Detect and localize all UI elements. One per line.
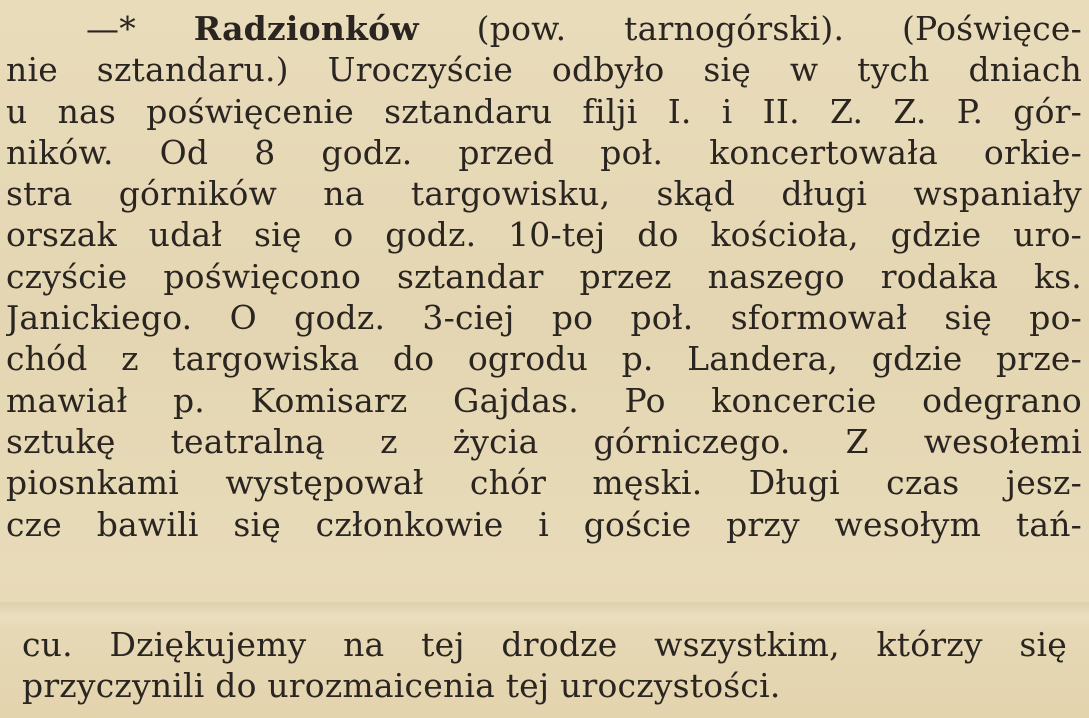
article-line: nie sztandaru.) Uroczyście odbyło się w tych dniach — [6, 50, 1082, 90]
article-line: cze bawili się członkowie i goście przy wesołym tań- — [6, 504, 1082, 544]
article-column — [6, 8, 1082, 545]
article-line: ników. Od 8 godz. przed poł. koncertowała orkie- — [6, 132, 1082, 172]
article-line: czyście poświęcono sztandar przez naszego rodaka ks. — [6, 256, 1082, 296]
continuation-line: przyczynili do urozmaicenia tej uroczystości. — [22, 666, 781, 706]
article-line: orszak udał się o godz. 10-tej do kościoła, gdzie uro- — [6, 215, 1082, 255]
continuation-line: cu. Dziękujemy na tej drodze wszystkim, którzy się — [22, 625, 1067, 664]
first-line-rest: (pow. tarnogórski). (Poświęce- — [476, 9, 1082, 48]
article-headword: Radzionków — [193, 9, 419, 48]
article-line: stra górników na targowisku, skąd długi wspaniały — [6, 174, 1082, 214]
article-line: Janickiego. O godz. 3-ciej po poł. sformował się po- — [6, 298, 1082, 338]
article-line: u nas poświęcenie sztandaru filji I. i II. Z. Z. P. gór- — [6, 91, 1082, 131]
article-first-line — [6, 8, 1082, 49]
article-line: piosnkami występował chór męski. Długi czas jesz- — [6, 463, 1082, 503]
article-continuation — [22, 624, 1067, 707]
article-line: sztukę teatralną z życia górniczego. Z wesołemi — [6, 421, 1082, 461]
article-line: mawiał p. Komisarz Gajdas. Po koncercie odegrano — [6, 380, 1082, 420]
lead-dash: —* — [86, 9, 136, 48]
article-line: chód z targowiska do ogrodu p. Landera, gdzie prze- — [6, 339, 1082, 379]
